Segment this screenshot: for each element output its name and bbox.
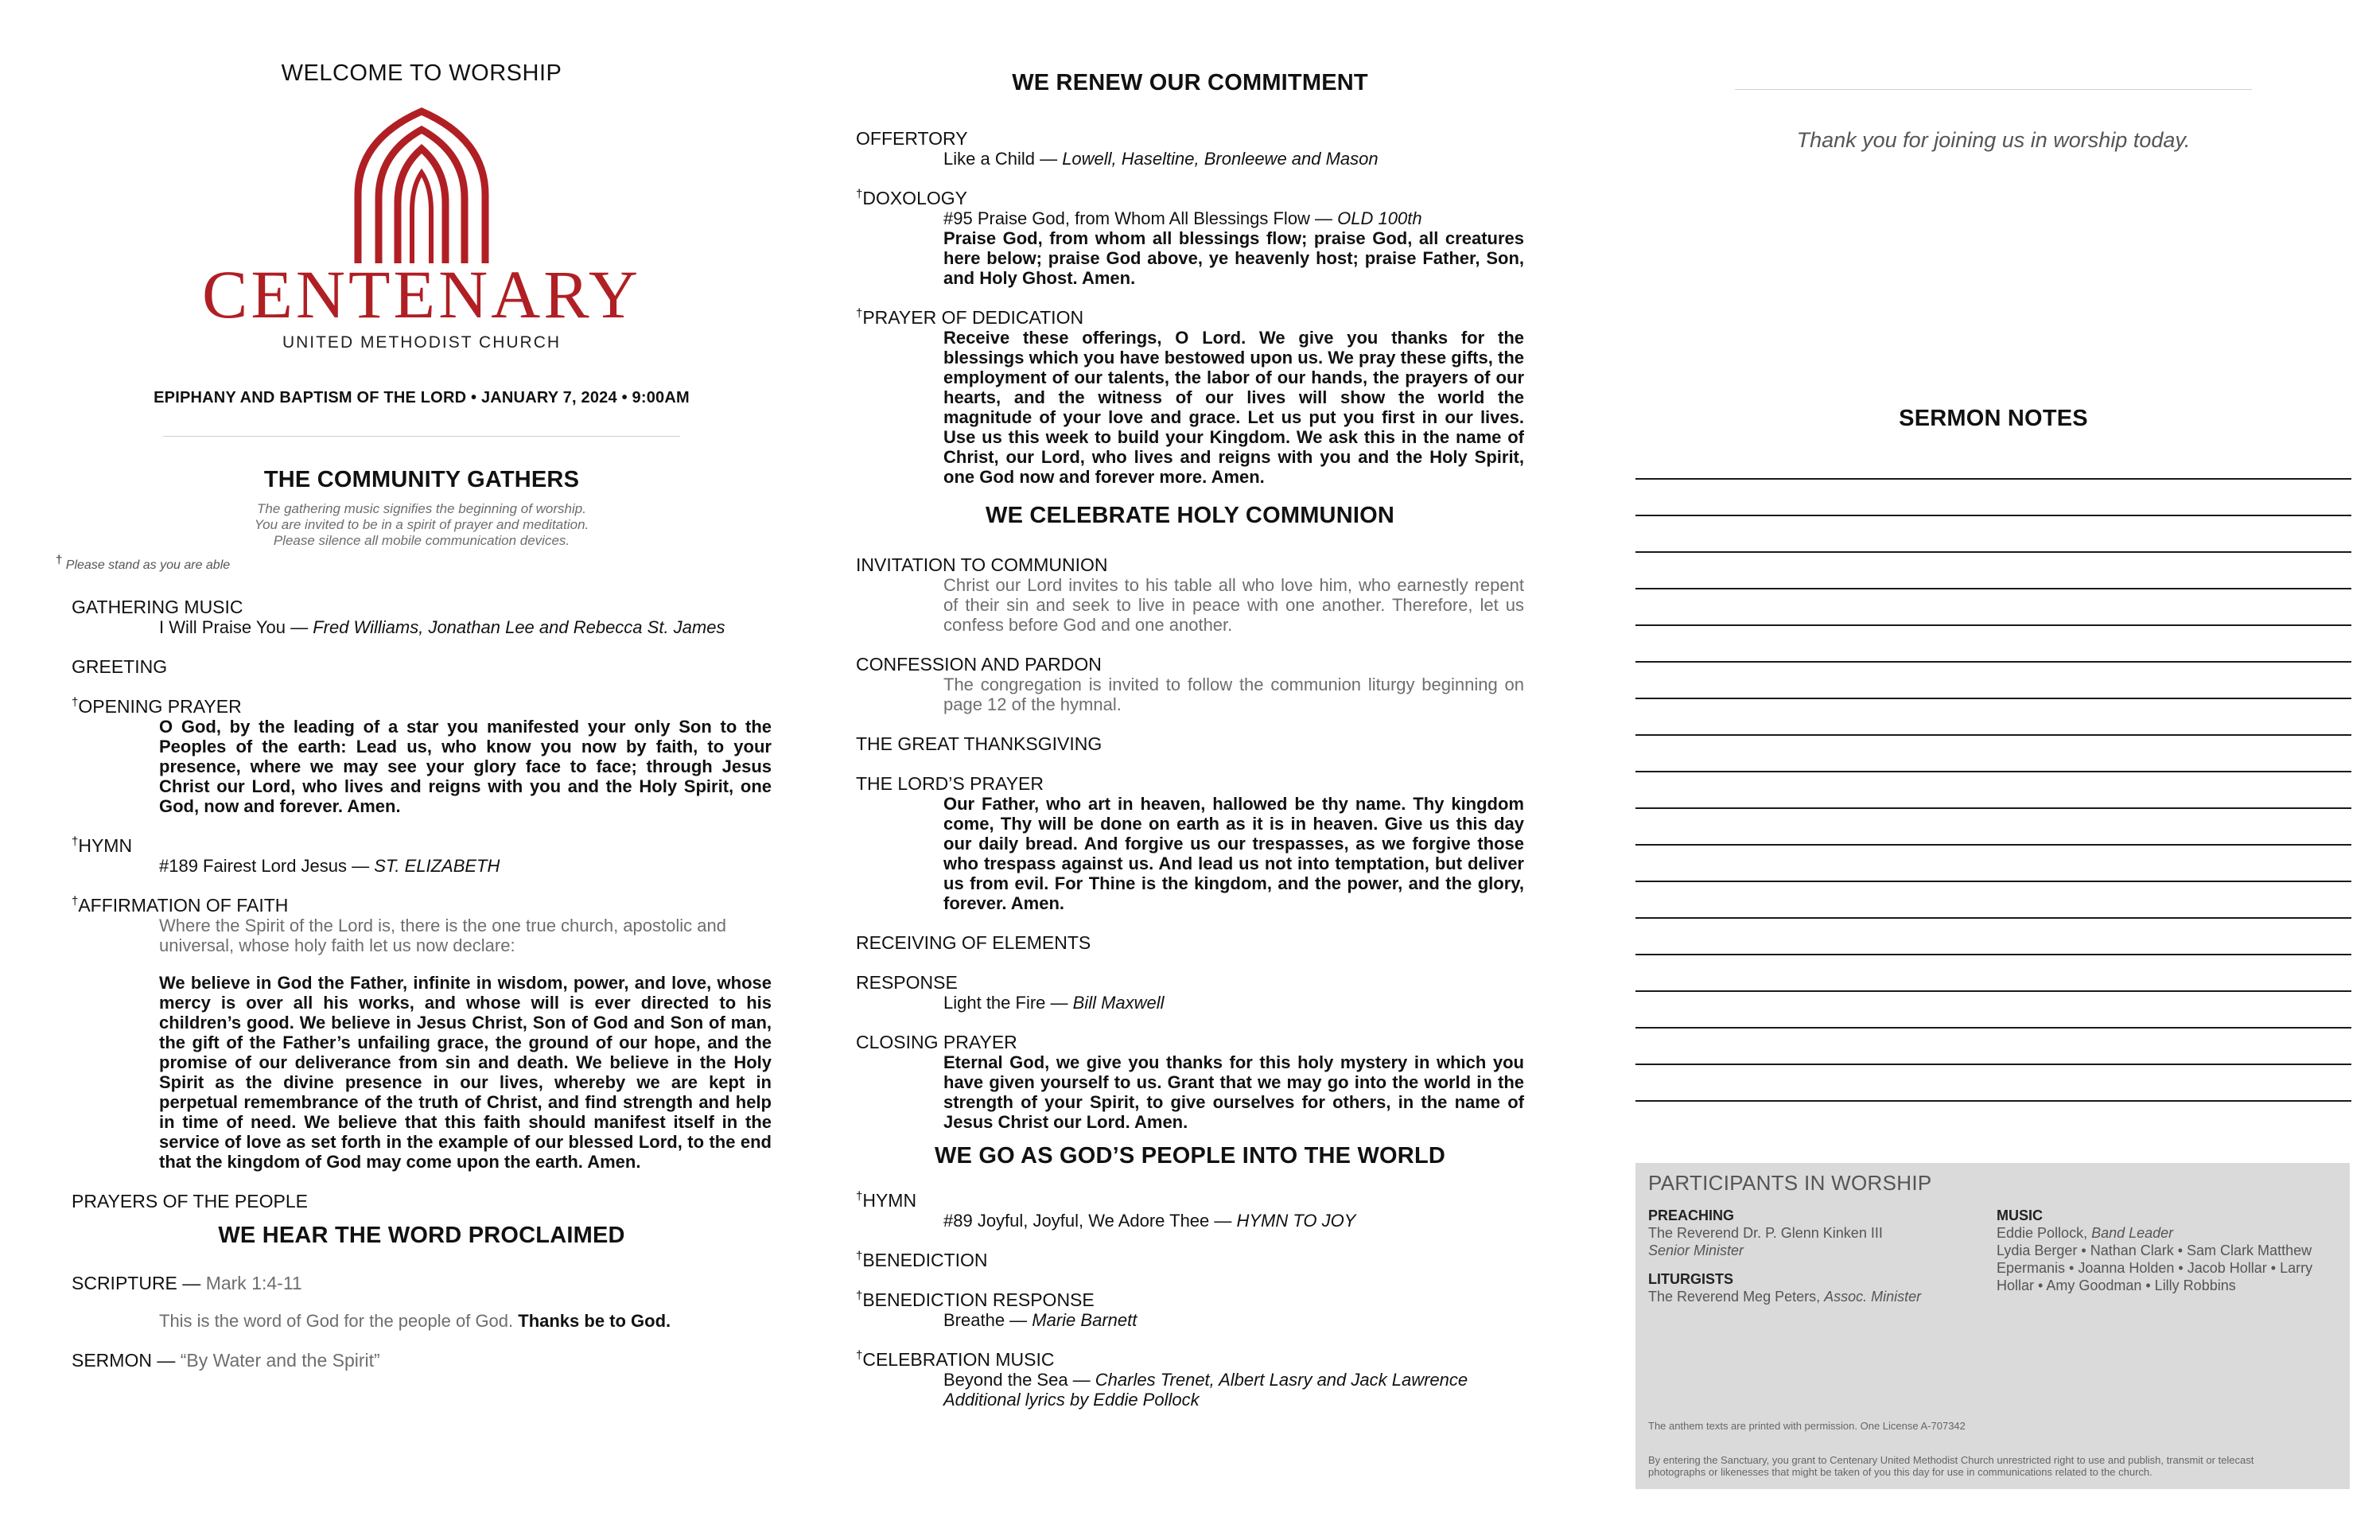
music-label: MUSIC [1997, 1208, 2043, 1223]
note-line[interactable] [1635, 443, 2351, 480]
piece-credit: Lowell, Haseltine, Bronleewe and Mason [1062, 149, 1379, 169]
item-title: RESPONSE [856, 972, 958, 993]
music-lead: Eddie Pollock, [1997, 1225, 2092, 1241]
item-celebration-music [856, 1349, 1524, 1410]
word-of-god-lead: This is the word of God for the people of God. [159, 1311, 519, 1331]
dagger-mark: † [856, 1189, 863, 1204]
item-sermon [72, 1350, 772, 1371]
dagger-mark: † [856, 1289, 863, 1303]
hymn-tune: HYMN TO JOY [1236, 1211, 1356, 1231]
note-line[interactable] [1635, 553, 2351, 589]
piece-name: Light the Fire — [943, 993, 1073, 1013]
intro-line: Please silence all mobile communication devices. [273, 533, 570, 548]
item-title: PRAYERS OF THE PEOPLE [72, 1191, 308, 1211]
item-title: SERMON — [72, 1350, 181, 1371]
divider [1735, 89, 2252, 90]
item-doxology [856, 188, 1524, 288]
item-response [856, 972, 1524, 1013]
piece-credit: Charles Trenet, Albert Lasry and Jack Lawrence [1095, 1370, 1468, 1390]
affirmation-text: We believe in God the Father, infinite in wisdom, power, and love, whose mercy is over all his works, and whose will is ever directed to his children’s good. We believe in Jesus Christ, Son of God and Son of man, the gift of the Father’s unfailing grace, the ground of our hope, and the promise of our deliverance from sin and death. We believe in the Holy Spirit as the divine presence in our lives, whereby we are kept in perpetual remembrance of the truth of Christ, and find strength and help in time of need. We believe that this faith should manifest itself in the service of love as set forth in the example of our blessed Lord, to the end that the kingdom of God may come upon the earth. Amen. [159, 973, 772, 1172]
piece-credit: Bill Maxwell [1072, 993, 1165, 1013]
item-title: PRAYER OF DEDICATION [862, 307, 1084, 328]
note-line[interactable] [1635, 1065, 2351, 1102]
doxology-text: Praise God, from whom all blessings flow; praise God, all creatures here below; praise God above, ye heavenly host; praise Father, Son, and Holy Ghost. Amen. [943, 228, 1524, 288]
liturgists-label: LITURGISTS [1648, 1271, 1733, 1287]
intro-note [72, 501, 772, 549]
participants-heading: PARTICIPANTS IN WORSHIP [1648, 1171, 1932, 1195]
logo-wordmark: CENTENARY [202, 256, 641, 332]
item-title: GATHERING MUSIC [72, 597, 243, 617]
intro-line: The gathering music signifies the beginning of worship. [257, 501, 586, 516]
logo-subtitle: UNITED METHODIST CHURCH [282, 333, 562, 352]
consent-note: By entering the Sanctuary, you grant to Centenary United Methodist Church unrestricted right to use and publish, transmit or telecast photographs or likenesses that might be taken of you this day for use in communications related to the church. [1648, 1454, 2254, 1478]
piece-name: Like a Child — [943, 149, 1063, 169]
participants-left [1648, 1207, 1989, 1305]
item-title: CLOSING PRAYER [856, 1032, 1017, 1052]
dagger-mark: † [72, 834, 79, 849]
welcome-heading: WELCOME TO WORSHIP [281, 60, 562, 86]
note-line[interactable] [1635, 992, 2351, 1029]
prayer-text: Receive these offerings, O Lord. We give you thanks for the blessings which you have bestowed upon us. We pray these gifts, the employment of our talents, the labor of our hands, the prayers of our hearts, and the witness of our lives will show the world the magnitude of your love and grace. Let us put you first in our lives. Use us this week to build your Kingdom. We ask this in the name of Christ, our Lord, who lives and reigns with you and the Holy Spirit, one God now and forever more. Amen. [943, 328, 1524, 487]
note-line[interactable] [1635, 846, 2351, 882]
item-scripture [72, 1273, 772, 1331]
item-lords-prayer [856, 773, 1524, 913]
church-arch-logo-icon [350, 107, 493, 263]
participants-right [1989, 1207, 2337, 1305]
note-line[interactable] [1635, 480, 2351, 516]
dagger-mark: † [56, 553, 63, 567]
preaching-label: PREACHING [1648, 1208, 1735, 1223]
column-order-of-worship-part2 [856, 0, 1524, 1410]
note-line[interactable] [1635, 882, 2351, 919]
item-prayers-of-the-people [72, 1191, 772, 1211]
intro-line: You are invited to be in a spirit of prayer and meditation. [254, 517, 589, 532]
item-hymn [72, 835, 772, 876]
section-title-communion: WE CELEBRATE HOLY COMMUNION [986, 503, 1394, 528]
item-title: AFFIRMATION OF FAITH [78, 895, 289, 916]
affirmation-lead: Where the Spirit of the Lord is, there is the one true church, apostolic and universal, whose holy faith let us now declare: [159, 916, 726, 955]
item-confession [856, 654, 1524, 714]
note-line[interactable] [1635, 663, 2351, 699]
item-title: DOXOLOGY [862, 188, 967, 208]
word-of-god-response: Thanks be to God. [518, 1311, 671, 1331]
note-line[interactable] [1635, 955, 2351, 992]
sermon-notes-title: SERMON NOTES [1899, 406, 2088, 431]
item-affirmation [72, 895, 772, 1172]
hymn-name: #89 Joyful, Joyful, We Adore Thee — [943, 1211, 1237, 1231]
note-line[interactable] [1635, 809, 2351, 846]
section-title-world: WE GO AS GOD’S PEOPLE INTO THE WORLD [934, 1143, 1445, 1169]
item-closing-hymn [856, 1190, 1524, 1231]
item-title: THE GREAT THANKSGIVING [856, 733, 1102, 754]
section-title-gathers: THE COMMUNITY GATHERS [263, 467, 580, 492]
dagger-mark: † [856, 1249, 863, 1263]
item-title: INVITATION TO COMMUNION [856, 554, 1108, 575]
hymn-name: #189 Fairest Lord Jesus — [159, 856, 375, 876]
item-benediction-response [856, 1289, 1524, 1330]
item-prayer-of-dedication [856, 307, 1524, 487]
music-members: Lydia Berger • Nathan Clark • Sam Clark Matthew Epermanis • Joanna Holden • Jacob Hollar • Larry Hollar • Amy Goodman • Lilly Robbins [1997, 1242, 2313, 1293]
item-title: GREETING [72, 656, 168, 677]
piece-name: Beyond the Sea — [943, 1370, 1095, 1390]
stand-note-text: Please stand as you are able [65, 558, 231, 572]
item-title: OPENING PRAYER [78, 696, 242, 717]
note-line[interactable] [1635, 699, 2351, 736]
item-title: CELEBRATION MUSIC [862, 1349, 1055, 1370]
scripture-reference: Mark 1:4-11 [205, 1273, 302, 1293]
thanks-message: Thank you for joining us in worship today. [1796, 128, 2191, 152]
dagger-mark: † [856, 187, 863, 201]
dagger-mark: † [856, 1348, 863, 1363]
piece-extra-credit: Additional lyrics by Eddie Pollock [943, 1390, 1200, 1410]
liturgists-role: Assoc. Minister [1824, 1289, 1922, 1305]
participants-panel [1635, 1163, 2350, 1489]
item-title: SCRIPTURE — [72, 1273, 206, 1293]
dagger-mark: † [856, 306, 863, 321]
service-dateline: EPIPHANY AND BAPTISM OF THE LORD • JANUARY 7, 2024 • 9:00AM [154, 389, 690, 406]
section-title-word: WE HEAR THE WORD PROCLAIMED [218, 1223, 625, 1248]
item-title: HYMN [862, 1190, 917, 1211]
confession-text: The congregation is invited to follow the communion liturgy beginning on page 12 of the hymnal. [943, 675, 1524, 714]
divider [163, 436, 680, 437]
hymn-tune: OLD 100th [1337, 208, 1422, 228]
item-benediction [856, 1250, 1524, 1270]
item-title: HYMN [78, 835, 133, 856]
note-line[interactable] [1635, 589, 2351, 626]
note-line[interactable] [1635, 919, 2351, 955]
item-title: OFFERTORY [856, 128, 968, 149]
item-closing-prayer [856, 1032, 1524, 1132]
note-line[interactable] [1635, 516, 2351, 553]
prayer-text: Eternal God, we give you thanks for this holy mystery in which you have given yourself to us. Grant that we may go into the world in the strength of your Spirit, to give ourselves for others, in the name of Jesus Christ our Lord. Amen. [943, 1052, 1524, 1132]
item-invitation [856, 554, 1524, 635]
item-opening-prayer [72, 696, 772, 816]
note-line[interactable] [1635, 626, 2351, 663]
section-title-renew: WE RENEW OUR COMMITMENT [1012, 70, 1368, 95]
stand-note [56, 553, 772, 573]
sermon-name: “By Water and the Spirit” [180, 1350, 380, 1371]
item-greeting [72, 656, 772, 677]
dagger-mark: † [72, 894, 79, 908]
piece-credit: Marie Barnett [1032, 1310, 1138, 1330]
dagger-mark: † [72, 695, 79, 710]
license-note: The anthem texts are printed with permission. One License A-707342 [1648, 1420, 1966, 1432]
item-receiving-elements [856, 932, 1524, 953]
item-offertory [856, 128, 1524, 169]
prayer-text: Our Father, who art in heaven, hallowed be thy name. Thy kingdom come, Thy will be done on earth as it is in heaven. Give us this day our daily bread. And forgive us our trespasses, as we forgive those who trespass against us. And lead us not into temptation, but deliver us from evil. For Thine is the kingdom, and the power, and the glory, forever. Amen. [943, 794, 1524, 913]
item-title: CONFESSION AND PARDON [856, 654, 1102, 675]
sermon-notes-lines [1635, 443, 2351, 1102]
piece-name: Breathe — [943, 1310, 1032, 1330]
item-title: RECEIVING OF ELEMENTS [856, 932, 1091, 953]
note-line[interactable] [1635, 772, 2351, 809]
item-gathering-music [72, 597, 772, 637]
piece-credit: Fred Williams, Jonathan Lee and Rebecca St. James [313, 617, 725, 637]
note-line[interactable] [1635, 736, 2351, 772]
prayer-text: O God, by the leading of a star you manifested your only Son to the Peoples of the earth: Lead us, who know you now by faith, to your presence, where we may see your glory face to face; through Jesus Christ our Lord, who lives and reigns with you and the Holy Spirit, one God, now and forever. Amen. [159, 717, 772, 816]
column-notes [1635, 0, 2351, 1102]
item-title: BENEDICTION [862, 1250, 988, 1270]
item-title: THE LORD’S PRAYER [856, 773, 1044, 794]
invitation-text: Christ our Lord invites to his table all who love him, who earnestly repent of their sin and seek to live in peace with one another. Therefore, let us confess before God and one another. [943, 575, 1524, 635]
column-order-of-worship-part1 [56, 0, 772, 1371]
preaching-role: Senior Minister [1648, 1242, 1744, 1258]
hymn-tune: ST. ELIZABETH [374, 856, 500, 876]
item-title: BENEDICTION RESPONSE [862, 1289, 1095, 1310]
music-lead-role: Band Leader [2091, 1225, 2174, 1241]
item-great-thanksgiving [856, 733, 1524, 754]
piece-name: I Will Praise You — [159, 617, 313, 637]
preaching-name: The Reverend Dr. P. Glenn Kinken III [1648, 1225, 1883, 1241]
hymn-name: #95 Praise God, from Whom All Blessings Flow — [943, 208, 1338, 228]
note-line[interactable] [1635, 1029, 2351, 1065]
liturgists-name: The Reverend Meg Peters, [1648, 1289, 1825, 1305]
